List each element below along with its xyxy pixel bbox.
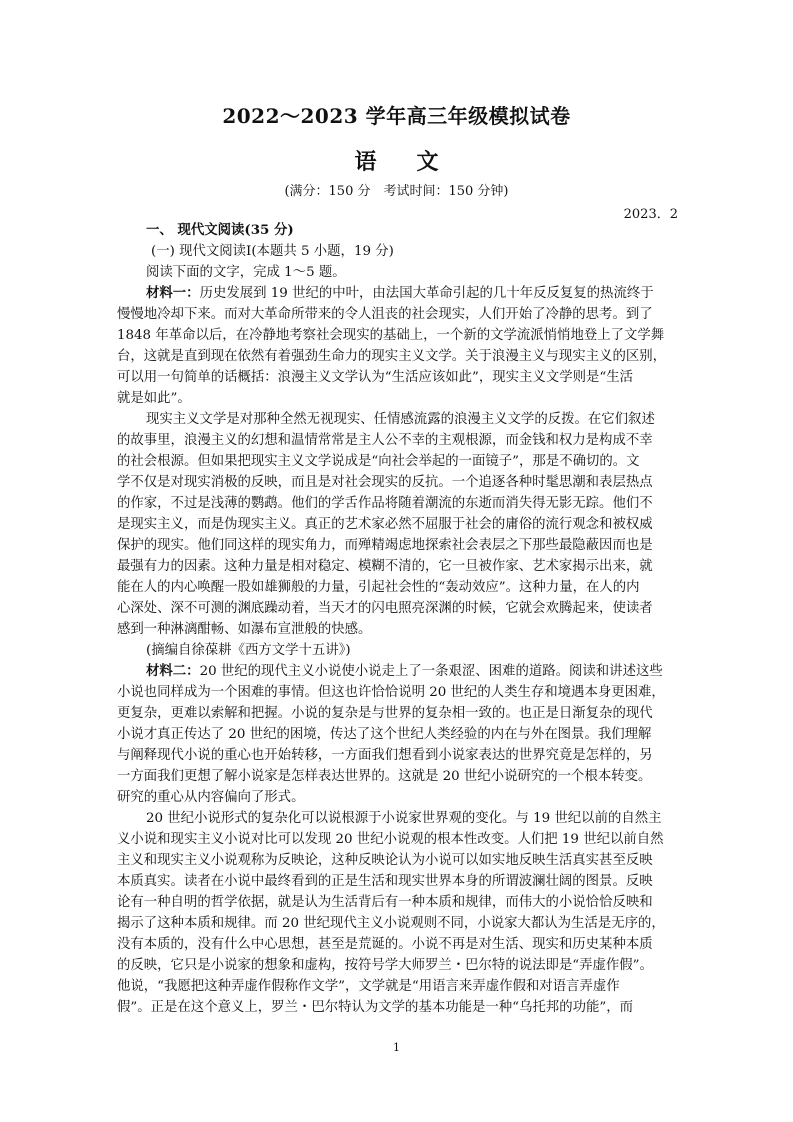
text-line: 心深处、深不可测的渊底躁动着，当天才的闪电照亮深渊的时候，它就会欢腾起来，使读者 <box>117 601 653 616</box>
text-line: 1848 年革命以后，在冷静地考察社会现实的基础上，一个新的文学流派悄悄地登上了文学舞 <box>117 328 665 343</box>
text-line: 假”。正是在这个意义上，罗兰・巴尔特认为文学的基本功能是一种“乌托邦的功能”，而 <box>117 1000 633 1015</box>
text-line: 的作家，不过是浅薄的鹦鹉。他们的学舌作品将随着潮流的东逝而消失得无影无踪。他们不 <box>117 496 653 511</box>
material1-label: 材料一： <box>146 285 200 301</box>
text-line: 与阐释现代小说的重心也开始转移，一方面我们想看到小说家表达的世界究竟是怎样的，另 <box>117 748 653 763</box>
text-line: 保护的现实。他们同这样的现实角力，而殚精竭虑地探索社会表层之下那些最隐蔽因而也是 <box>117 538 653 553</box>
text-line: 主义和现实主义小说观称为反映论，这种反映论认为小说可以如实地反映生活真实甚至反映 <box>117 853 653 868</box>
text-line: 的社会根源。但如果把现实主义文学说成是“向社会举起的一面镜子”，那是不确切的。文 <box>117 454 640 469</box>
section-heading: 一、 现代文阅读(35 分) <box>146 222 294 238</box>
text-line: 没有本质的，没有什么中心思想，甚至是荒诞的。小说不再是对生活、现实和历史某种本质 <box>117 937 653 952</box>
text-line: 学不仅是对现实消极的反映，而且是对社会现实的反抗。一个追逐各种时髦思潮和表层热点 <box>117 475 653 490</box>
text-line: 论有一种自明的哲学依据，就是认为生活背后有一种本质和规律，而伟大的小说恰恰反映和 <box>117 895 653 910</box>
exam-meta: (满分：150 分 考试时间：150 分钟) <box>284 184 509 199</box>
material2-first-line <box>146 662 680 681</box>
exam-title: 2022～2023 学年高三年级模拟试卷 <box>222 104 571 128</box>
text-line: 感到一种淋漓酣畅、如瀑布宣泄般的快感。 <box>117 622 372 637</box>
material1-text: 历史发展到 19 世纪的中叶，由法国大革命引起的几十年反反复复的热流终于 <box>199 286 654 301</box>
text-line: 可以用一句简单的话概括：浪漫主义文学认为“生活应该如此”，现实主义文学则是“生活 <box>117 370 633 385</box>
text-line: 揭示了这种本质和规律。而 20 世纪现代主义小说观则不同，小说家大都认为生活是无序的， <box>117 916 665 931</box>
text-line: 他说，“我愿把这种弄虚作假称作文学”，文学就是“用语言来弄虚作假和对语言弄虚作 <box>117 979 620 994</box>
text-line: 能在人的内心唤醒一股如雄狮般的力量，引起社会性的“轰动效应”。这种力量，在人的内 <box>117 580 640 595</box>
material1-first-line <box>146 284 680 303</box>
page-number: 1 <box>393 1041 400 1054</box>
text-line: 是现实主义，而是伪现实主义。真正的艺术家必然不屈服于社会的庸俗的流行观念和被权威 <box>117 517 653 532</box>
text-line: 的反映，它只是小说家的想象和虚构，按符号学大师罗兰・巴尔特的说法即是“弄虚作假”。 <box>117 958 653 973</box>
text-line: 本质真实。读者在小说中最终看到的正是生活和现实世界本身的所谓波澜壮阔的图景。反映 <box>117 874 653 889</box>
exam-date: 2023．2 <box>623 207 678 222</box>
text-line: 最强有力的因素。这种力量是相对稳定、模糊不清的，它一旦被作家、艺术家揭示出来，就 <box>117 559 653 574</box>
text-line: 现实主义文学是对那种全然无视现实、任情感流露的浪漫主义文学的反拨。在它们叙述 <box>146 412 655 427</box>
subsection-heading: (一) 现代文阅读Ⅰ(本题共 5 小题，19 分) <box>151 244 394 259</box>
material2-text: 20 世纪的现代主义小说使小说走上了一条艰涩、困难的道路。阅读和讲述这些 <box>199 664 663 679</box>
material1-source: (摘编自徐葆耕《西方文学十五讲》) <box>146 643 351 658</box>
text-line: 20 世纪小说形式的复杂化可以说根源于小说家世界观的变化。与 19 世纪以前的自然主 <box>146 811 662 826</box>
subject-title: 语文 <box>354 149 479 175</box>
text-line: 就是如此”。 <box>117 391 191 406</box>
text-line: 更复杂，更难以索解和把握。小说的复杂是与世界的复杂相一致的。也正是日渐复杂的现代 <box>117 706 653 721</box>
text-line: 小说才真正传达了 20 世纪的困境，传达了这个世纪人类经验的内在与外在图景。我们理解 <box>117 727 652 742</box>
text-line: 义小说和现实主义小说对比可以发现 20 世纪小说观的根本性改变。人们把 19 世纪以前自然 <box>117 832 664 847</box>
text-line: 一方面我们更想了解小说家是怎样表达世界的。这就是 20 世纪小说研究的一个根本转变。 <box>117 769 652 784</box>
text-line: 的故事里，浪漫主义的幻想和温情常常是主人公不幸的主观根源，而金钱和权力是构成不幸 <box>117 433 653 448</box>
text-line: 慢慢地冷却下来。而对大革命所带来的令人沮丧的社会现实，人们开始了冷静的思考。到了 <box>117 307 653 322</box>
material2-label: 材料二： <box>146 663 200 679</box>
text-line: 台，这就是直到现在依然有着强劲生命力的现实主义文学。关于浪漫主义与现实主义的区别， <box>117 349 667 364</box>
instruction: 阅读下面的文字，完成 1～5 题。 <box>146 265 346 280</box>
text-line: 研究的重心从内容偏向了形式。 <box>117 790 305 805</box>
text-line: 小说也同样成为一个困难的事情。但这也许恰恰说明 20 世纪的人类生存和境遇本身更困难， <box>117 685 665 700</box>
